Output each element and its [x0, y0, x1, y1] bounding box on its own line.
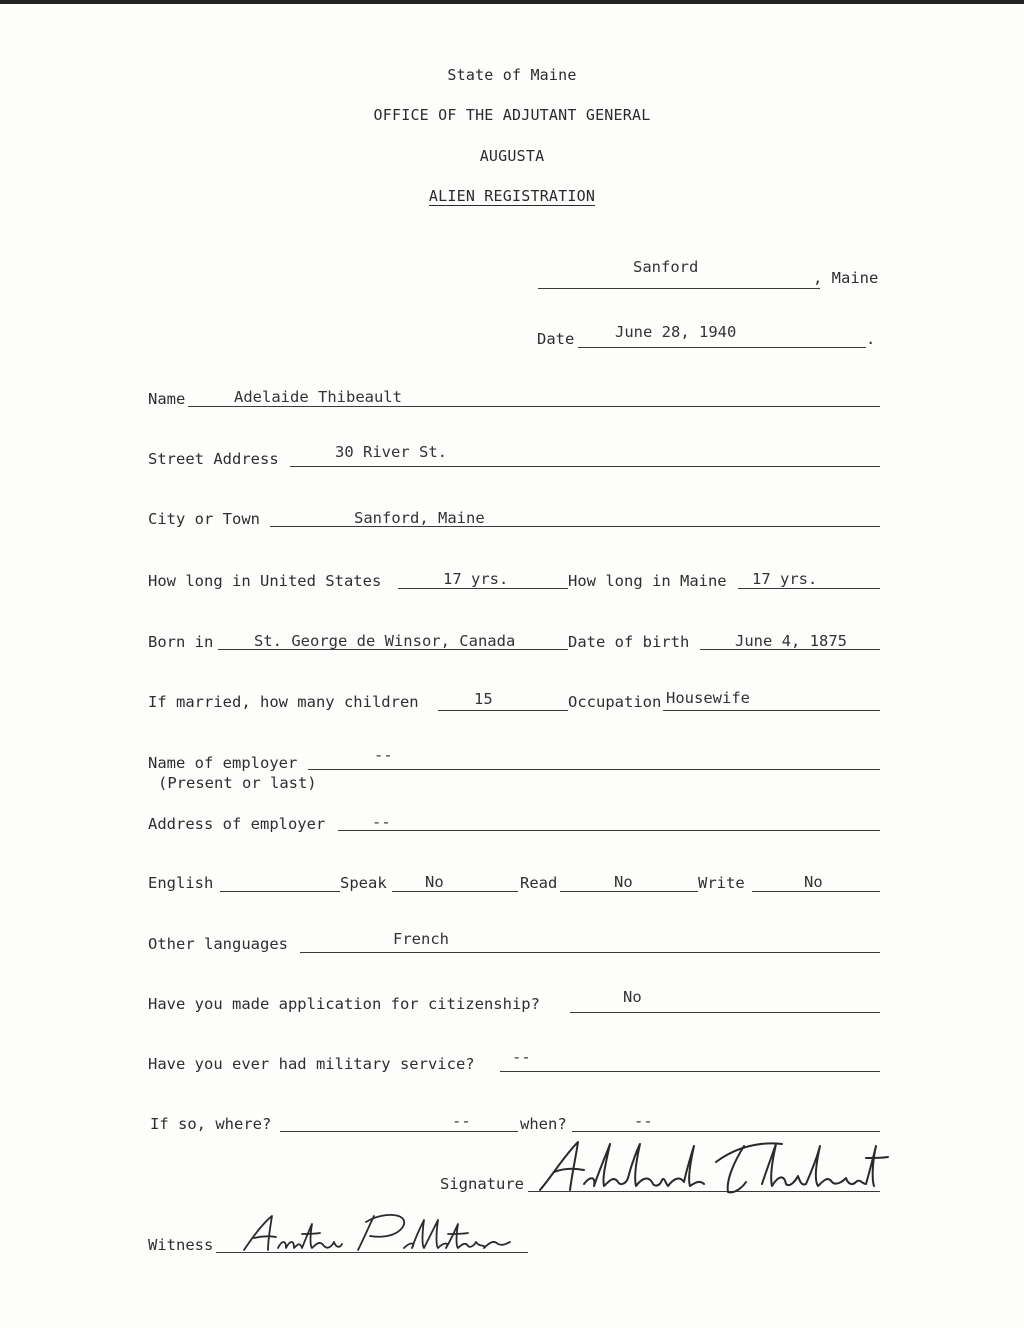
header-state: State of Maine — [447, 66, 577, 84]
other-languages-rule — [300, 952, 880, 953]
date-terminal: . — [866, 330, 876, 348]
town-rule — [538, 288, 820, 289]
town-value: Sanford — [633, 258, 699, 276]
header-office: OFFICE OF THE ADJUTANT GENERAL — [373, 106, 651, 124]
how-long-us-label: How long in United States — [148, 572, 382, 590]
employer-address-value: -- — [372, 813, 391, 831]
street-rule — [290, 466, 880, 467]
military-rule — [500, 1071, 880, 1072]
street-label: Street Address — [148, 450, 279, 468]
dob-rule — [700, 649, 880, 650]
city-rule — [270, 526, 880, 527]
children-rule — [438, 710, 568, 711]
write-rule — [752, 891, 880, 892]
witness-drawing — [236, 1208, 536, 1258]
citizenship-rule — [570, 1012, 880, 1013]
other-languages-label: Other languages — [148, 935, 288, 953]
write-value: No — [804, 873, 823, 891]
born-in-rule — [218, 649, 568, 650]
write-label: Write — [698, 874, 745, 892]
employer-sublabel: (Present or last) — [158, 774, 317, 792]
street-value: 30 River St. — [335, 443, 447, 461]
citizenship-label: Have you made application for citizenship? — [148, 995, 540, 1013]
how-long-us-rule — [398, 588, 568, 589]
city-label: City or Town — [148, 510, 260, 528]
where-value: -- — [452, 1112, 471, 1130]
employer-value: -- — [374, 746, 393, 764]
dob-value: June 4, 1875 — [735, 632, 847, 650]
born-in-label: Born in — [148, 633, 214, 651]
employer-label: Name of employer — [148, 754, 298, 772]
witness-label: Witness — [148, 1236, 214, 1254]
header-title-text: ALIEN REGISTRATION — [428, 187, 596, 205]
military-value: -- — [512, 1048, 531, 1066]
citizenship-value: No — [623, 988, 642, 1006]
military-label: Have you ever had military service? — [148, 1055, 475, 1073]
header-city: AUGUSTA — [479, 147, 545, 165]
read-rule — [560, 891, 698, 892]
where-rule — [280, 1131, 518, 1132]
signature-handwriting — [530, 1132, 890, 1202]
how-long-us-value: 17 yrs. — [443, 570, 509, 588]
header-title — [0, 187, 1024, 205]
occupation-rule — [663, 710, 880, 711]
where-label: If so, where? — [150, 1115, 272, 1133]
other-languages-value: French — [393, 930, 449, 948]
name-rule — [188, 406, 880, 407]
employer-address-label: Address of employer — [148, 815, 326, 833]
children-label: If married, how many children — [148, 693, 419, 711]
signature-label: Signature — [440, 1175, 524, 1193]
how-long-maine-value: 17 yrs. — [752, 570, 818, 588]
date-label: Date — [537, 330, 575, 348]
children-value: 15 — [474, 690, 493, 708]
english-rule — [220, 891, 340, 892]
scan-edge — [0, 0, 1024, 4]
date-rule — [578, 347, 866, 348]
speak-label: Speak — [340, 874, 387, 892]
employer-rule — [308, 769, 880, 770]
date-value: June 28, 1940 — [615, 323, 737, 341]
how-long-maine-rule — [738, 588, 880, 589]
occupation-value: Housewife — [666, 689, 750, 707]
dob-label: Date of birth — [568, 633, 690, 651]
name-label: Name — [148, 390, 186, 408]
employer-address-rule — [338, 830, 880, 831]
read-value: No — [614, 873, 633, 891]
english-label: English — [148, 874, 214, 892]
state-suffix: , Maine — [813, 269, 879, 287]
name-value: Adelaide Thibeault — [234, 388, 402, 406]
born-in-value: St. George de Winsor, Canada — [254, 632, 516, 650]
witness-handwriting — [236, 1208, 536, 1258]
occupation-label: Occupation — [568, 693, 662, 711]
when-value: -- — [634, 1112, 653, 1130]
city-value: Sanford, Maine — [354, 509, 485, 527]
when-label: when? — [520, 1115, 567, 1133]
speak-rule — [392, 891, 518, 892]
read-label: Read — [520, 874, 558, 892]
speak-value: No — [425, 873, 444, 891]
signature-drawing — [530, 1132, 890, 1202]
how-long-maine-label: How long in Maine — [568, 572, 727, 590]
